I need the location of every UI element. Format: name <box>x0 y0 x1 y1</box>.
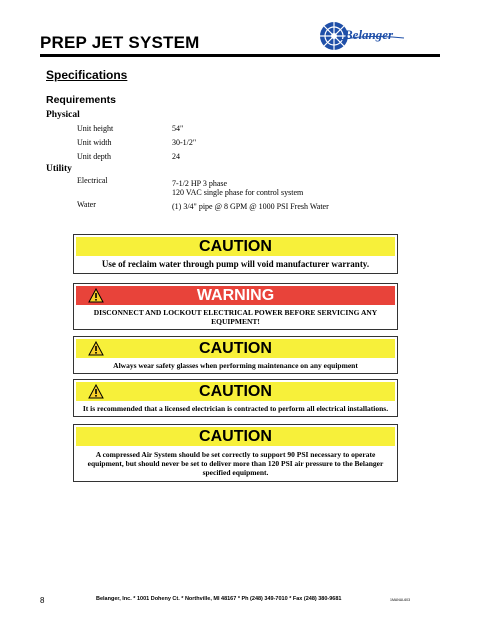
caution-heading: CAUTION <box>199 238 272 255</box>
page-number: 8 <box>40 596 45 605</box>
spec-value-water: (1) 3/4" pipe @ 8 GPM @ 1000 PSI Fresh Water <box>172 202 329 211</box>
spec-value-depth: 24 <box>172 152 180 161</box>
warning-heading: WARNING <box>196 287 275 304</box>
spec-value-electrical-2: 120 VAC single phase for control system <box>172 188 304 197</box>
spec-value-width: 30-1/2" <box>172 138 197 147</box>
requirements-title: Requirements <box>46 94 117 106</box>
logo-text: Belanger <box>344 27 394 42</box>
caution-box-compressed-air <box>73 424 398 482</box>
utility-title: Utility <box>46 164 72 174</box>
header-divider <box>40 54 440 57</box>
caution-message: It is recommended that a licensed electrician is contracted to perform all electrical installations. <box>82 404 389 413</box>
warning-message: DISCONNECT AND LOCKOUT ELECTRICAL POWER BEFORE SERVICING ANY EQUIPMENT! <box>93 308 378 326</box>
caution-band <box>76 339 395 358</box>
footer-code: 1MANUL603 <box>390 598 411 602</box>
spec-value-electrical-1: 7-1/2 HP 3 phase <box>172 179 228 188</box>
caution-heading: CAUTION <box>199 383 272 400</box>
warning-band <box>76 286 395 305</box>
section-title: Specifications <box>46 68 128 82</box>
caution-box-safety-glasses <box>73 336 398 374</box>
spec-label-width: Unit width <box>77 138 112 147</box>
footer-address: Belanger, Inc. * 1001 Doheny Ct. * Northville, MI 48167 * Ph (248) 349-7010 * Fax (248) 380-9681 <box>96 596 342 602</box>
spec-label-depth: Unit depth <box>77 152 111 161</box>
caution-message: Use of reclaim water through pump will void manufacturer warranty. <box>101 259 370 269</box>
caution-box-electrician <box>73 379 398 417</box>
physical-title: Physical <box>46 110 80 120</box>
caution-message: Always wear safety glasses when performing maintenance on any equipment <box>113 361 358 370</box>
caution-band <box>76 382 395 401</box>
spec-label-height: Unit height <box>77 124 114 133</box>
spec-label-water: Water <box>77 200 96 209</box>
caution-band <box>76 237 395 256</box>
caution-heading: CAUTION <box>199 428 272 445</box>
spec-label-electrical: Electrical <box>77 176 108 185</box>
spec-value-height: 54" <box>172 124 184 133</box>
warning-box-electrical <box>73 283 398 330</box>
belanger-logo <box>318 20 406 52</box>
caution-heading: CAUTION <box>199 340 272 357</box>
caution-message: A compressed Air System should be set correctly to support 90 PSI necessary to operate equipment, but should never be set to deliver more than 120 PSI air pressure to the Belanger specified equipment. <box>87 450 384 477</box>
caution-box-reclaim-water <box>73 234 398 274</box>
page-title: PREP JET SYSTEM <box>40 33 200 52</box>
caution-band <box>76 427 395 446</box>
